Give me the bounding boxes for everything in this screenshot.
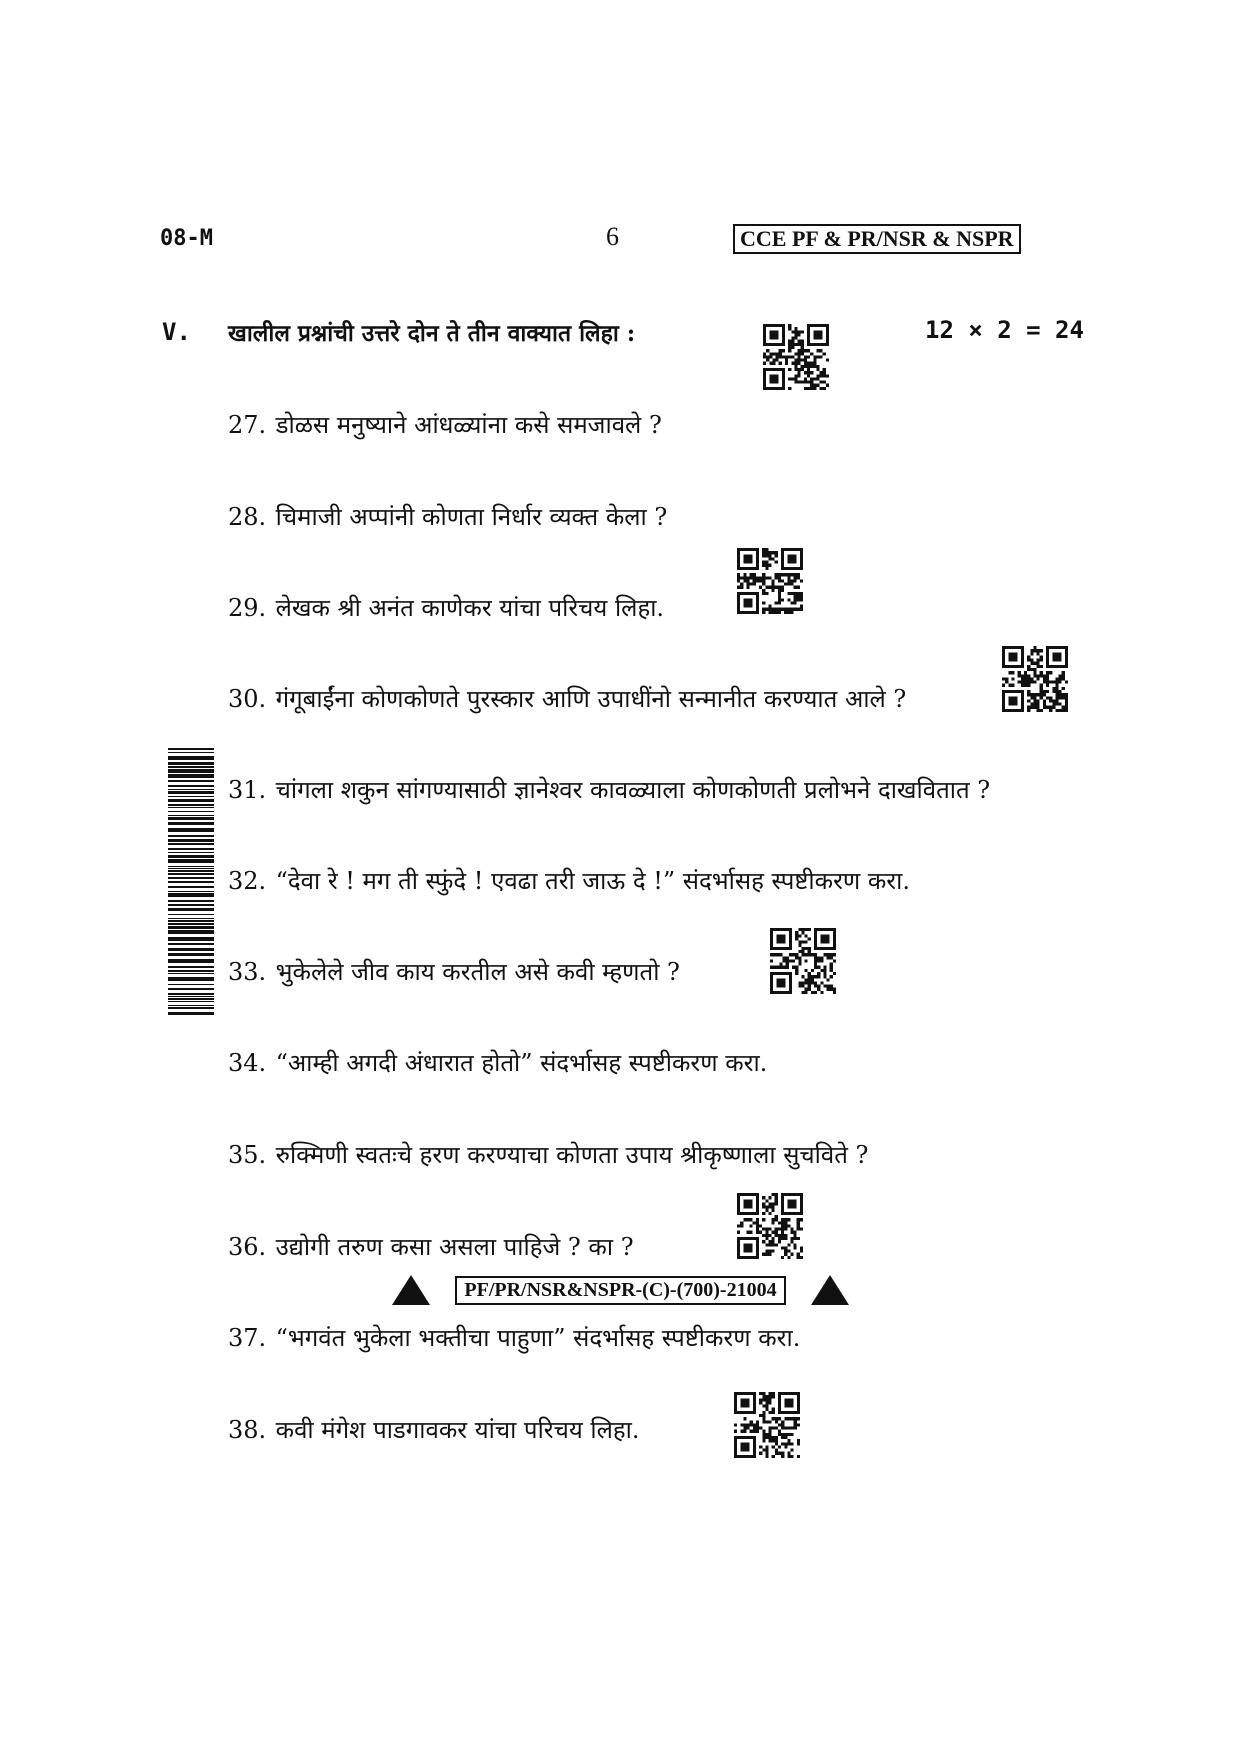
paper-code: 08-M [160, 226, 213, 251]
question-29 [228, 591, 664, 624]
question-number: 32. [228, 867, 267, 895]
question-32 [228, 864, 910, 897]
qr-code-icon [734, 1392, 800, 1458]
question-number: 34. [228, 1049, 267, 1077]
question-text: चिमाजी अप्पांनी कोणता निर्धार व्यक्त केला ? [275, 503, 668, 531]
question-27 [228, 408, 662, 441]
triangle-icon [811, 1275, 849, 1305]
barcode-icon [168, 748, 214, 1015]
question-33 [228, 955, 680, 988]
question-38 [228, 1413, 639, 1446]
question-number: 30. [228, 685, 267, 713]
question-number: 37. [228, 1324, 267, 1352]
qr-code-icon [763, 324, 829, 390]
section-number: V. [162, 318, 191, 346]
question-number: 33. [228, 958, 267, 986]
footer [0, 1275, 1241, 1305]
question-number: 31. [228, 776, 267, 804]
question-number: 28. [228, 503, 267, 531]
footer-code: PF/PR/NSR&NSPR-(C)-(700)-21004 [455, 1276, 785, 1305]
question-text: “आम्ही अगदी अंधारात होतो” संदर्भासह स्पष्टीकरण करा. [275, 1049, 768, 1077]
qr-code-icon [770, 928, 836, 994]
qr-code-icon [737, 548, 803, 614]
series-label: CCE PF & PR/NSR & NSPR [733, 224, 1021, 254]
question-text: रुक्मिणी स्वतःचे हरण करण्याचा कोणता उपाय श्रीकृष्णाला सुचविते ? [275, 1141, 869, 1169]
question-text: कवी मंगेश पाडगावकर यांचा परिचय लिहा. [275, 1416, 640, 1444]
section-marks: 12 × 2 = 24 [925, 316, 1084, 344]
question-number: 36. [228, 1233, 267, 1261]
question-number: 27. [228, 411, 267, 439]
question-number: 38. [228, 1416, 267, 1444]
qr-code-icon [1002, 646, 1068, 712]
question-28 [228, 500, 667, 533]
question-30 [228, 682, 906, 715]
question-text: उद्योगी तरुण कसा असला पाहिजे ? का ? [275, 1233, 634, 1261]
question-number: 29. [228, 594, 267, 622]
qr-code-icon [737, 1193, 803, 1259]
question-text: गंगूबाईंना कोणकोणते पुरस्कार आणि उपाधींनो सन्मानीत करण्यात आले ? [275, 685, 907, 713]
question-text: चांगला शकुन सांगण्यासाठी ज्ञानेश्वर कावळ्याला कोणकोणती प्रलोभने दाखवितात ? [275, 776, 991, 804]
question-35 [228, 1138, 868, 1171]
question-37 [228, 1321, 800, 1354]
question-text: “भगवंत भुकेला भक्तीचा पाहुणा” संदर्भासह स्पष्टीकरण करा. [275, 1324, 801, 1352]
section-instruction: खालील प्रश्नांची उत्तरे दोन ते तीन वाक्यात लिहा : [228, 320, 636, 347]
question-text: “देवा रे ! मग ती स्फुंदे ! एवढा तरी जाऊ दे !” संदर्भासह स्पष्टीकरण करा. [275, 867, 910, 895]
question-text: लेखक श्री अनंत काणेकर यांचा परिचय लिहा. [275, 594, 665, 622]
question-34 [228, 1046, 767, 1079]
question-31 [228, 773, 990, 806]
question-text: डोळस मनुष्याने आंधळ्यांना कसे समजावले ? [275, 411, 662, 439]
question-number: 35. [228, 1141, 267, 1169]
question-36 [228, 1230, 634, 1263]
page-number: 6 [606, 222, 619, 251]
triangle-icon [392, 1275, 430, 1305]
question-text: भुकेलेले जीव काय करतील असे कवी म्हणतो ? [275, 958, 680, 986]
